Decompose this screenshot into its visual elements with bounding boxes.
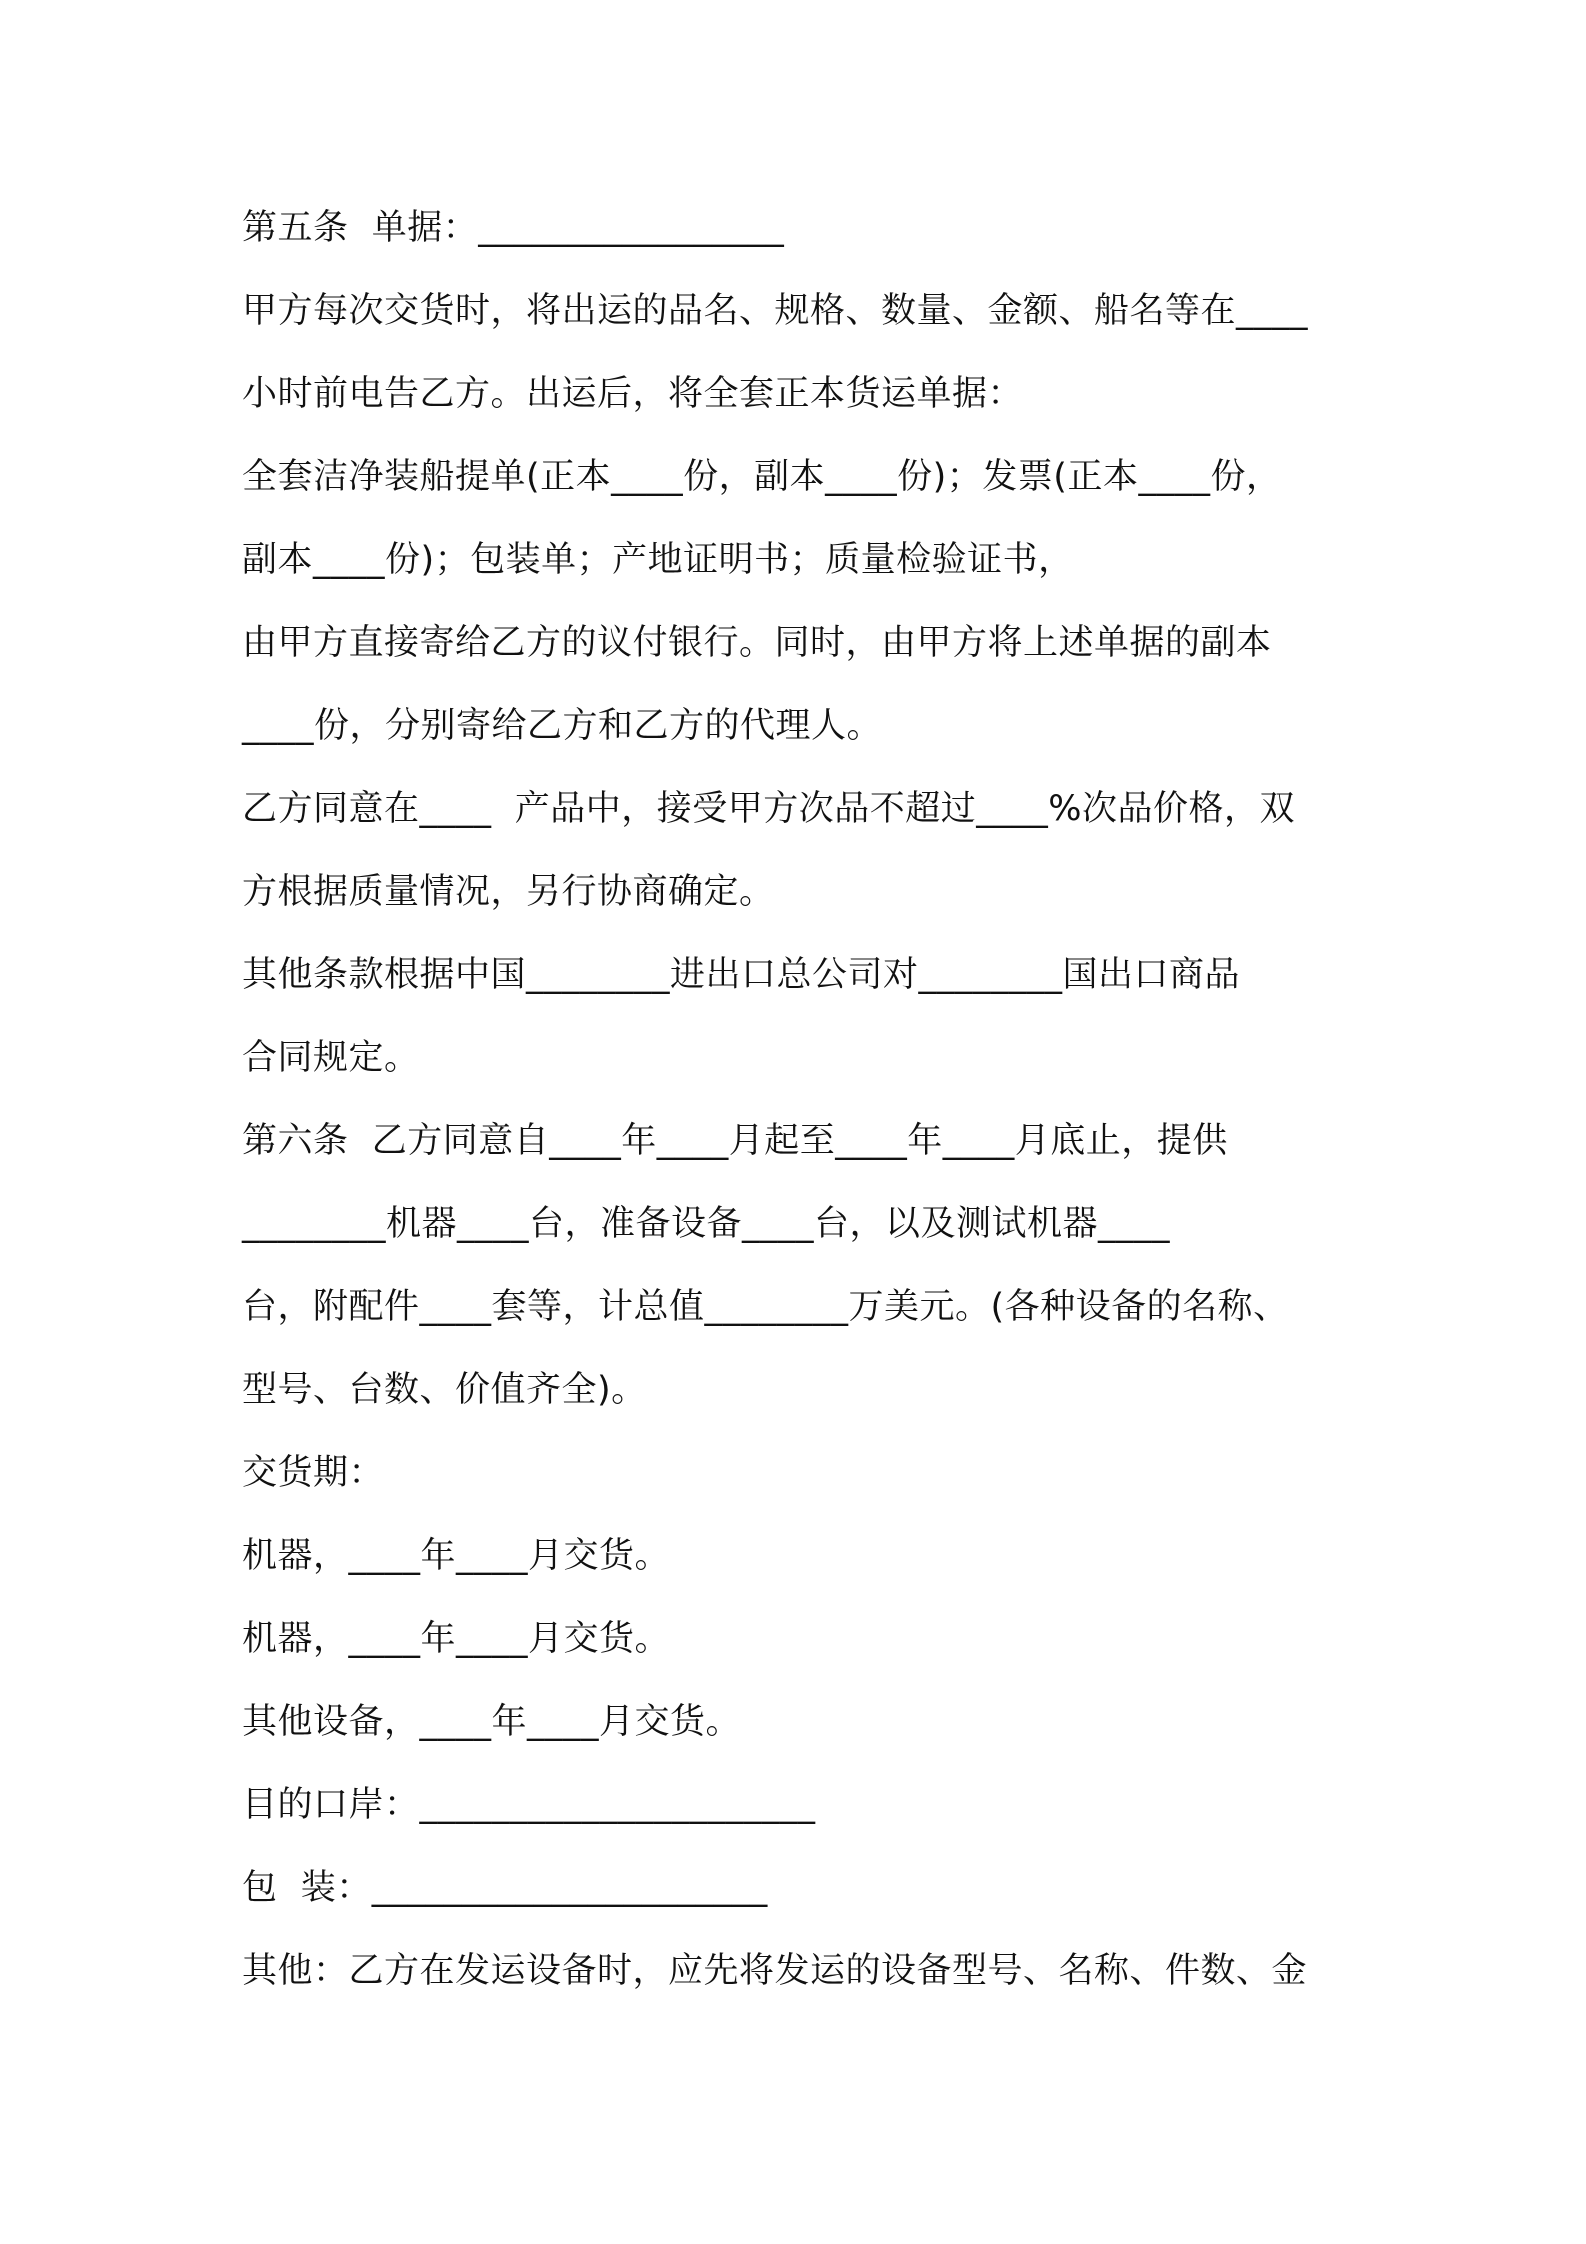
paragraph-line: 甲方每次交货时，将出运的品名、规格、数量、金额、船名等在____ <box>242 291 1309 331</box>
delivery-period-label: 交货期： <box>242 1453 385 1493</box>
paragraph-line: 型号、台数、价值齐全)。 <box>242 1370 647 1410</box>
paragraph-line: 小时前电告乙方。出运后，将全套正本货运单据： <box>242 374 1024 414</box>
paragraph-line: ____份，分别寄给乙方和乙方的代理人。 <box>242 706 883 746</box>
paragraph-line: 乙方同意在____ 产品中，接受甲方次品不超过____%次品价格，双 <box>242 789 1296 829</box>
paragraph-line: 方根据质量情况，另行协商确定。 <box>242 872 775 912</box>
other-terms-line: 其他：乙方在发运设备时，应先将发运的设备型号、名称、件数、金 <box>242 1951 1308 1991</box>
delivery-line: 机器，____年____月交货。 <box>242 1619 671 1659</box>
paragraph-line: 台，附配件____套等，计总值________万美元。(各种设备的名称、 <box>242 1287 1289 1327</box>
article-6-heading: 第六条 乙方同意自____年____月起至____年____月底止，提供 <box>242 1121 1228 1161</box>
paragraph-line: 由甲方直接寄给乙方的议付银行。同时，由甲方将上述单据的副本 <box>242 623 1272 663</box>
destination-port-line: 目的口岸：______________________ <box>242 1785 816 1825</box>
paragraph-line: 全套洁净装船提单(正本____份，副本____份)；发票(正本____份， <box>242 457 1282 497</box>
paragraph-line: 其他条款根据中国________进出口总公司对________国出口商品 <box>242 955 1241 995</box>
paragraph-line: 合同规定。 <box>242 1038 420 1078</box>
delivery-line: 机器，____年____月交货。 <box>242 1536 671 1576</box>
article-5-heading: 第五条 单据：_________________ <box>242 208 785 248</box>
delivery-line: 其他设备，____年____月交货。 <box>242 1702 742 1742</box>
packaging-line: 包 装：______________________ <box>242 1868 768 1908</box>
paragraph-line: 副本____份)；包装单；产地证明书；质量检验证书， <box>242 540 1074 580</box>
paragraph-line: ________机器____台，准备设备____台，以及测试机器____ <box>242 1204 1171 1244</box>
